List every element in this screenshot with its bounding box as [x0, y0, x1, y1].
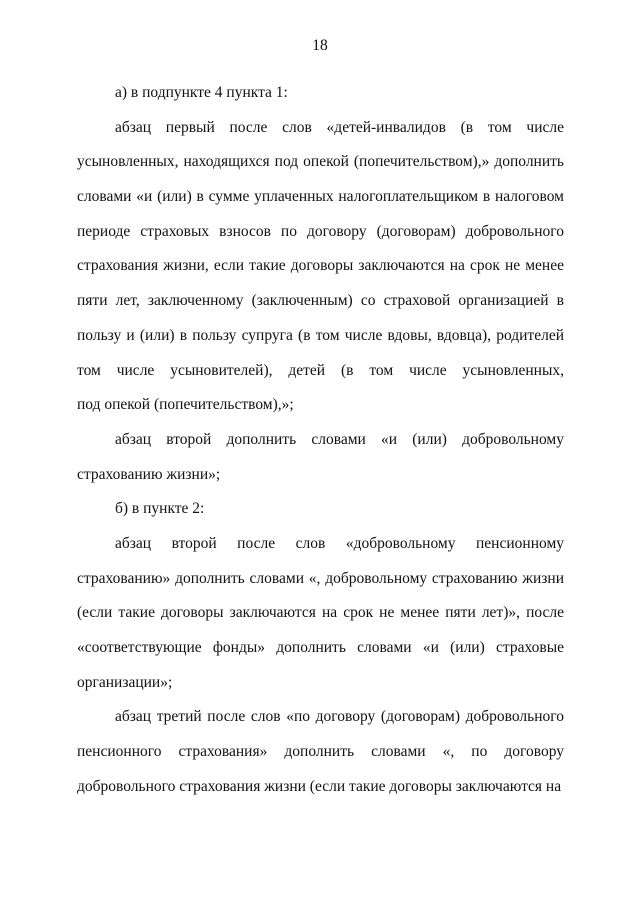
text-line: том числе усыновителей), детей (в том числе усыновленных,	[77, 361, 564, 379]
text-line: пяти лет, заключенному (заключенным) со страховой организацией в	[77, 292, 564, 310]
paragraph	[77, 76, 564, 111]
text-line: абзац второй после слов «добровольному пенсионному	[115, 535, 564, 552]
paragraph	[77, 111, 564, 423]
text-line: пенсионного страхования» дополнить словами «, по договору	[77, 743, 564, 761]
text-line: добровольного страхования жизни (если такие договоры заключаются на	[77, 777, 562, 795]
text-line: страхованию жизни»;	[77, 465, 221, 483]
text-line: под опекой (попечительством),»;	[77, 396, 294, 414]
paragraph	[77, 700, 564, 804]
text-line: б) в пункте 2:	[115, 500, 205, 518]
text-line: пользу и (или) в пользу супруга (в том числе вдовы, вдовца), родителей	[77, 326, 564, 344]
page-number: 18	[312, 37, 328, 54]
text-line: «соответствующие фонды» дополнить словами «и (или) страховые	[77, 639, 564, 657]
text-line: периоде страховых взносов по договору (договорам) добровольного	[77, 222, 564, 240]
text-line: абзац третий после слов «по договору (договорам) добровольного	[115, 708, 564, 726]
text-line: абзац второй дополнить словами «и (или) добровольному	[115, 430, 564, 448]
paragraph	[77, 527, 564, 700]
text-line: абзац первый после слов «детей-инвалидов (в том числе	[115, 118, 564, 136]
paragraph	[77, 492, 564, 527]
text-line: организации»;	[77, 673, 173, 691]
text-line: словами «и (или) в сумме уплаченных налогоплательщиком в налоговом	[77, 188, 564, 206]
paragraph	[77, 423, 564, 492]
text-line: страхованию» дополнить словами «, добровольному страхованию жизни	[77, 569, 564, 587]
text-line: усыновленных, находящихся под опекой (попечительством),» дополнить	[77, 153, 564, 171]
text-line: страхования жизни, если такие договоры заключаются на срок не менее	[77, 257, 564, 275]
document-body	[77, 76, 564, 805]
text-line: а) в подпункте 4 пункта 1:	[115, 84, 288, 101]
text-line: (если такие договоры заключаются на срок не менее пяти лет)», после	[77, 604, 564, 622]
